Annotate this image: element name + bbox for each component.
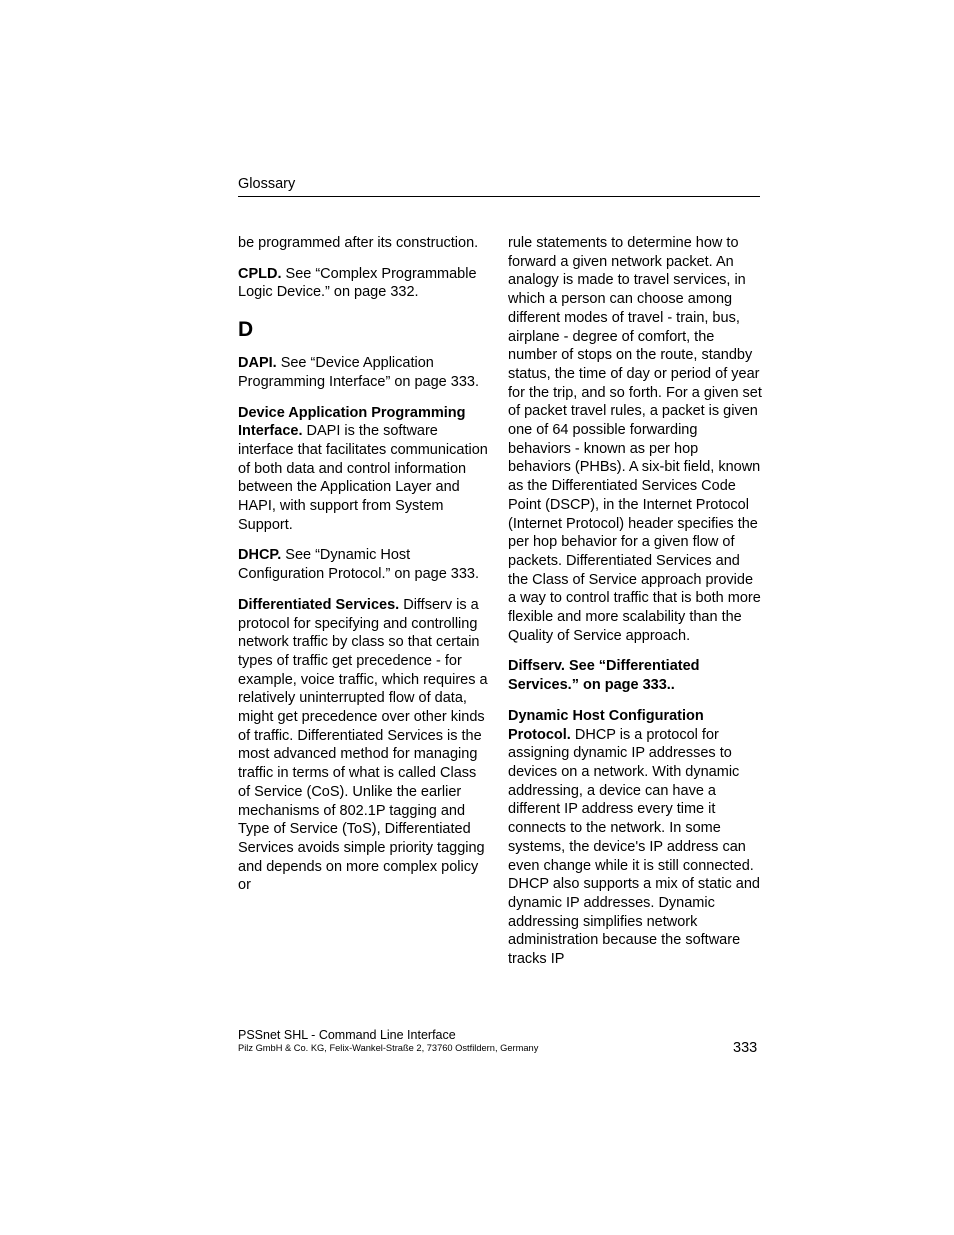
continued-entry: rule statements to determine how to forward a given network packet. An analogy is made to travel services, in which a person can choose among different modes of travel - train, bus, airplane - degree of comfort, the number of stops on the route, standby status, the time of day or period of year for the trip, and so forth. For a given set of packet travel rules, a packet is given one of 64 possible forwarding behaviors - known as per hop behaviors (PHBs). A six-bit field, known as the Differentiated Services Code Point (DSCP), in the Internet Protocol (Internet Protocol) header specifies the per hop behavior for a given flow of packets. Differentiated Services and the Class of Service approach provide a way to control traffic that is both more flexible and more scalability than the Quality of Service approach. — [508, 235, 762, 644]
footer-address: Pilz GmbH & Co. KG, Felix-Wankel-Straße 2, 73760 Ostfildern, Germany — [238, 1043, 539, 1053]
glossary-entry-device-api — [238, 404, 490, 535]
entry-term: DHCP. — [238, 547, 282, 564]
glossary-entry-cpld — [238, 265, 490, 302]
running-header: Glossary — [238, 176, 296, 192]
glossary-entry-differentiated-services — [238, 596, 490, 895]
left-column — [238, 234, 490, 895]
glossary-entry-dynamic-host-configuration-protocol — [508, 707, 762, 969]
glossary-entry-diffserv: Diffserv. See “Differentiated Services.” on page 333.. — [508, 658, 700, 694]
right-column — [508, 234, 762, 969]
glossary-entry-dhcp — [238, 546, 490, 583]
footer-title: PSSnet SHL - Command Line Interface — [238, 1028, 456, 1042]
page-number: 333 — [733, 1040, 758, 1056]
entry-definition: Diffserv is a protocol for specifying and controlling network traffic by class so that certain types of traffic get precedence - for example, voice traffic, which requires a relatively uninterrupted flow of data, might get precedence over other kinds of traffic. Differentiated Services is the most advanced method for managing traffic in terms of what is called Class of Service (CoS). Unlike the earlier mechanisms of 802.1P tagging and Type of Service (ToS), Differentiated Services avoids simple priority tagging and depends on more complex policy or — [238, 596, 488, 894]
entry-term: CPLD. — [238, 265, 282, 282]
header-rule — [238, 196, 760, 197]
glossary-entry-dapi — [238, 354, 490, 391]
entry-definition: See “Complex Programmable Logic Device.” on page 332. — [238, 265, 477, 301]
continued-entry: be programmed after its construction. — [238, 235, 479, 251]
entry-term: Dynamic Host Configuration Protocol. — [508, 707, 704, 743]
entry-definition: See “Dynamic Host Configuration Protocol.” on page 333. — [238, 547, 480, 583]
entry-term: Device Application Programming Interface. — [238, 404, 466, 440]
entry-definition: DAPI is the software interface that facilitates communication of both data and control information between the Application Layer and HAPI, with support from System Support. — [238, 423, 488, 533]
entry-definition: See “Device Application Programming Interface” on page 333. — [238, 355, 479, 390]
entry-term: DAPI. — [238, 355, 277, 372]
entry-term: Differentiated Services. — [238, 596, 400, 613]
section-letter: D — [238, 318, 254, 342]
entry-definition: DHCP is a protocol for assigning dynamic IP addresses to devices on a network. With dynamic addressing, a device can have a different IP address every time it connects to the network. In some systems, the device's IP address can even change while it is still connected. DHCP also supports a mix of static and dynamic IP addresses. Dynamic addressing simplifies network administration because the software tracks IP — [508, 726, 760, 968]
